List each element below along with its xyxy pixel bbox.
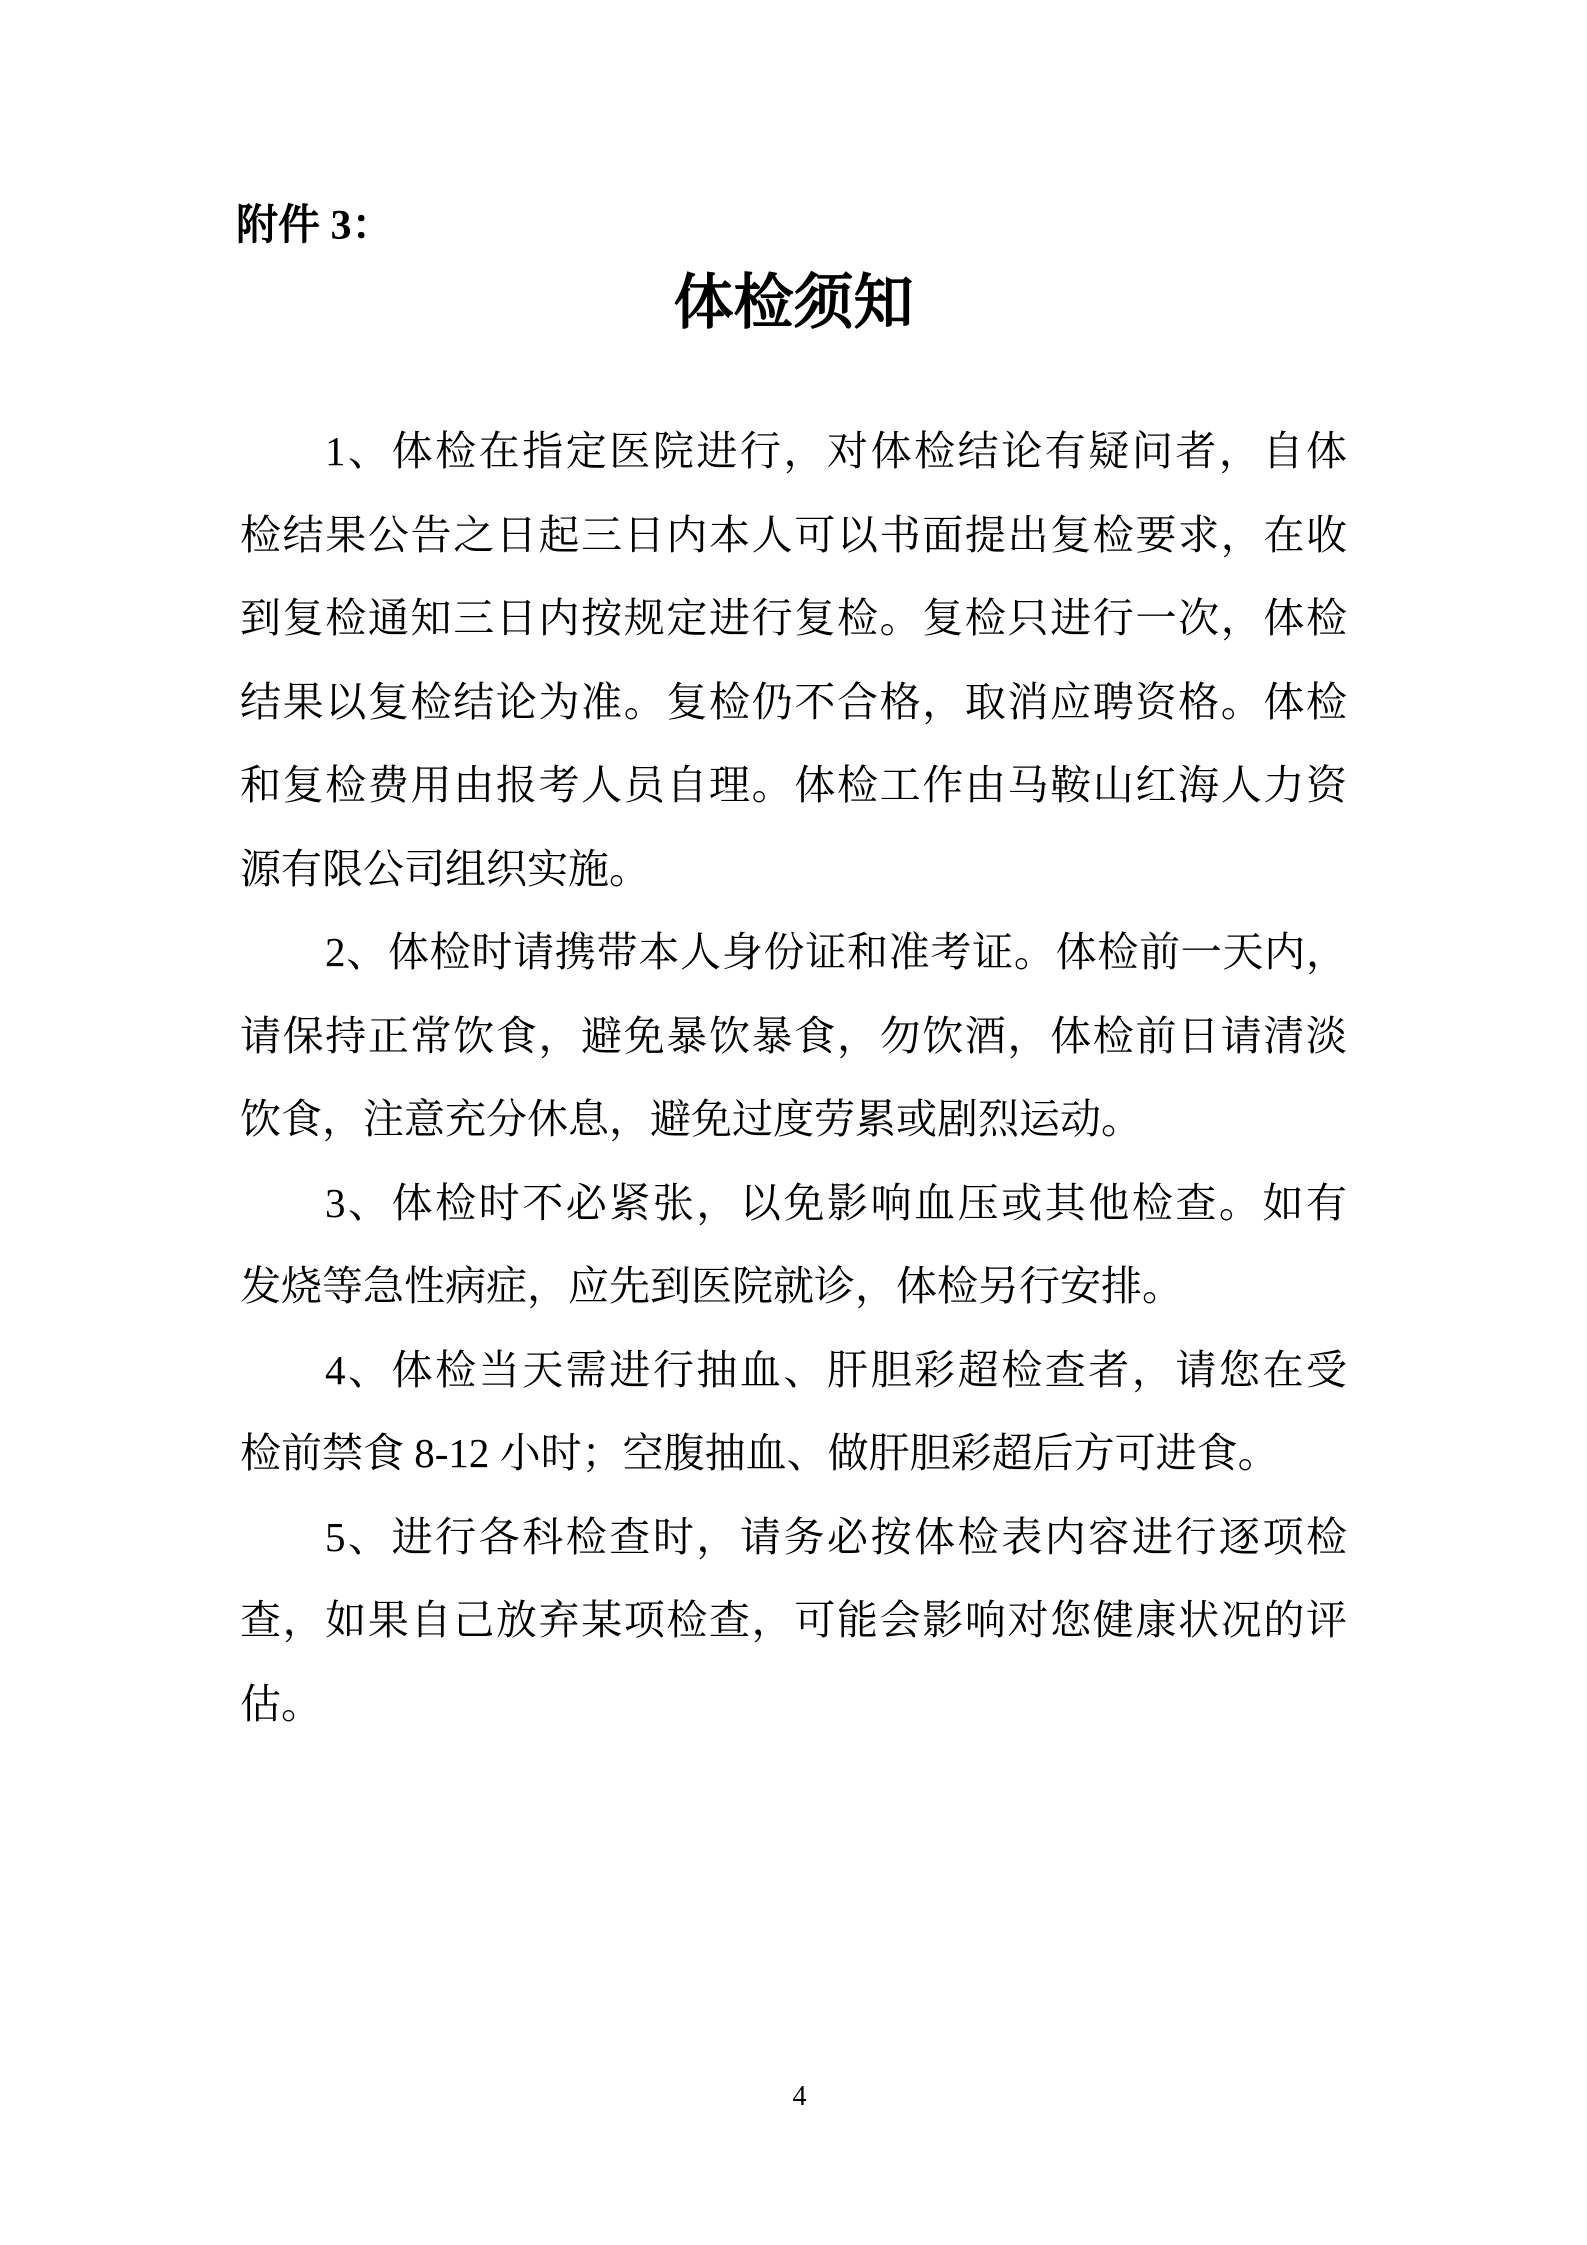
body-line: 查，如果自己放弃某项检查，可能会影响对您健康状况的评 (240, 1597, 1347, 1643)
document-title: 体检须知 (673, 270, 914, 336)
body-line: 到复检通知三日内按规定进行复检。复检只进行一次，体检 (240, 595, 1347, 641)
paragraph-1 (240, 410, 1347, 911)
body-line: 和复检费用由报考人员自理。体检工作由马鞍山红海人力资 (240, 762, 1347, 808)
page-number: 4 (792, 2081, 807, 2112)
body-line: 2、体检时请携带本人身份证和准考证。体检前一天内， (325, 929, 1347, 975)
body-line: 饮食，注意充分休息，避免过度劳累或剧烈运动。 (240, 1096, 1142, 1142)
paragraph-5 (240, 1496, 1347, 1747)
body-line: 检前禁食 8-12 小时；空腹抽血、做肝胆彩超后方可进食。 (240, 1430, 1279, 1476)
body-line: 检结果公告之日起三日内本人可以书面提出复检要求，在收 (240, 511, 1347, 558)
body-line: 结果以复检结论为准。复检仍不合格，取消应聘资格。体检 (240, 678, 1347, 725)
paragraph-2 (240, 911, 1347, 1162)
body-line: 1、体检在指定医院进行，对体检结论有疑问者，自体 (325, 428, 1347, 474)
body-line: 估。 (240, 1680, 322, 1727)
body-line: 4、体检当天需进行抽血、肝胆彩超检查者，请您在受 (325, 1346, 1347, 1393)
body-line: 请保持正常饮食，避免暴饮暴食，勿饮酒，体检前日请清淡 (240, 1012, 1347, 1059)
page-footer (0, 2080, 1587, 2114)
paragraph-4 (240, 1329, 1347, 1496)
body-line: 发烧等急性病症，应先到医院就诊，体检另行安排。 (240, 1263, 1183, 1309)
document-body (240, 410, 1347, 1746)
body-line: 3、体检时不必紧张，以免影响血压或其他检查。如有 (325, 1179, 1347, 1226)
paragraph-3 (240, 1162, 1347, 1329)
body-line: 5、进行各科检查时，请务必按体检表内容进行逐项检 (325, 1513, 1347, 1560)
body-line: 源有限公司组织实施。 (240, 845, 650, 892)
attachment-label: 附件 3： (236, 203, 394, 249)
